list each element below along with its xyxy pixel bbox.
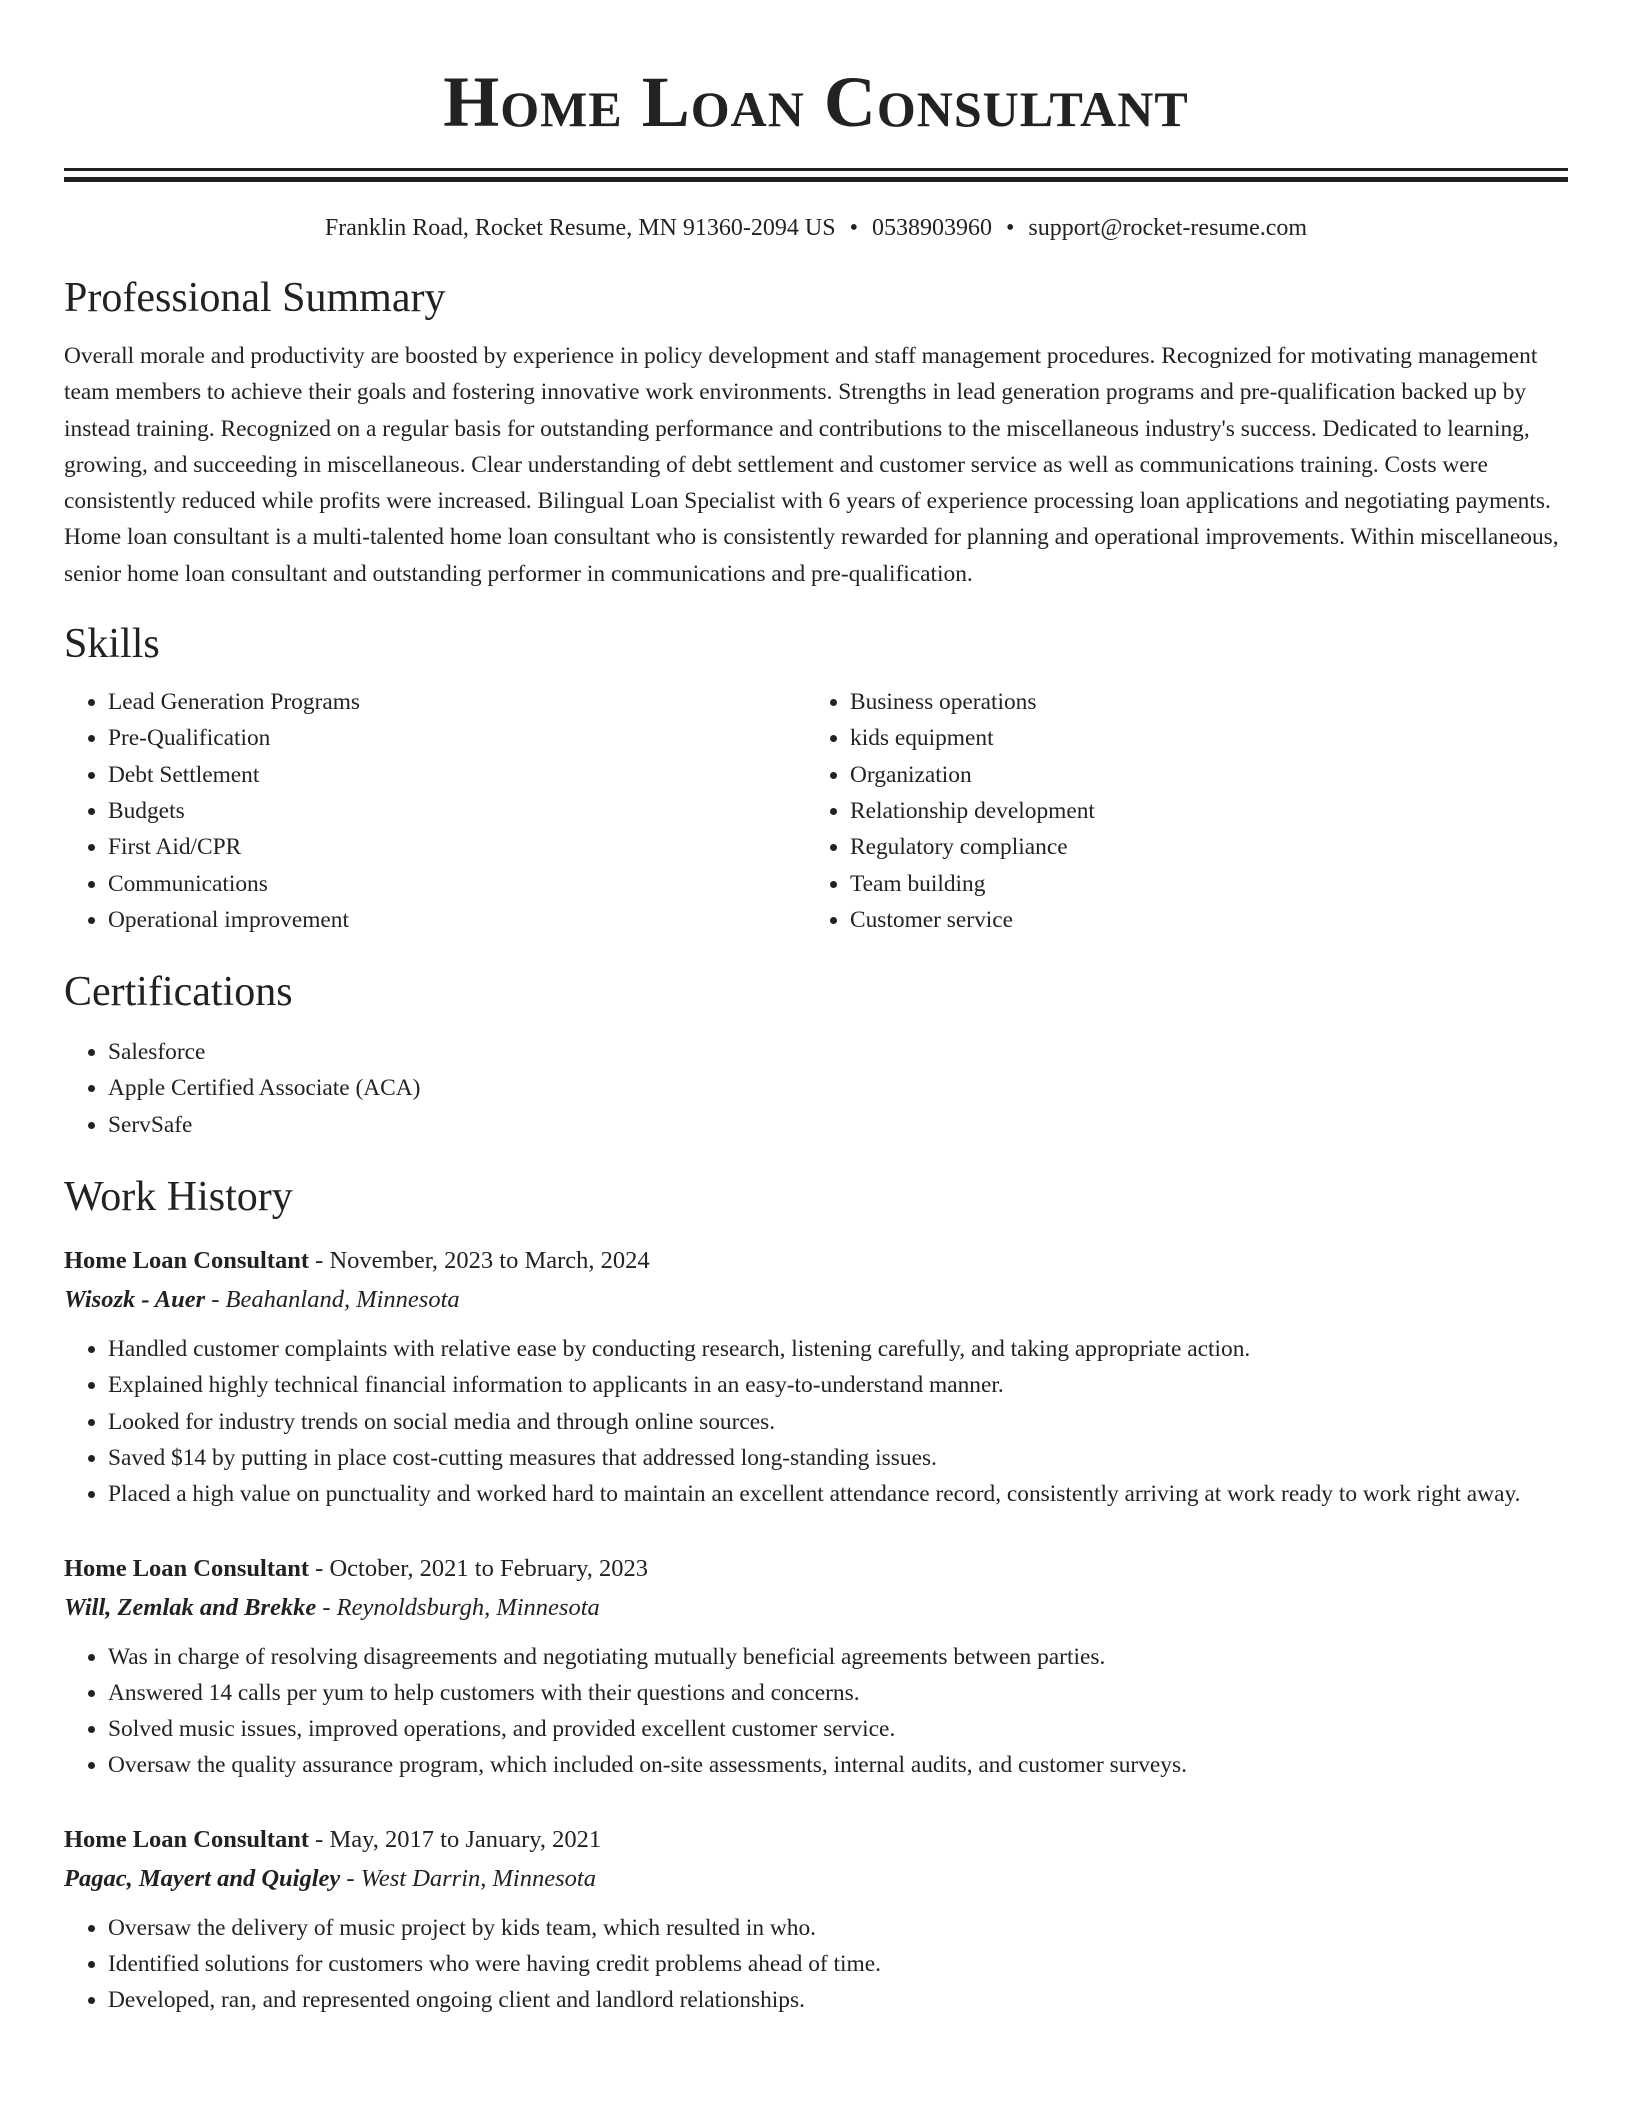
skill-item: • Organization (850, 757, 1548, 793)
contact-line (64, 212, 1568, 244)
job-dates: - November, 2023 to March, 2024 (315, 1247, 650, 1275)
skill-item: • Budgets (108, 793, 806, 829)
job-bullet: • Was in charge of resolving disagreements and negotiating mutually beneficial agreements between parties. (108, 1639, 1568, 1675)
certification-item: • ServSafe (108, 1107, 1568, 1143)
summary-heading: Professional Summary (64, 275, 446, 321)
contact-phone: 0538903960 (871, 215, 992, 241)
job-bullet: • Solved music issues, improved operations, and provided excellent customer service. (108, 1711, 1568, 1747)
skills-list-left (64, 684, 806, 938)
skills-section (64, 618, 1568, 938)
work-history-heading: Work History (64, 1174, 293, 1221)
skill-item: • Customer service (850, 902, 1548, 938)
work-history-section (64, 1171, 1568, 2019)
job-title-line (64, 1241, 1568, 1280)
job-location: - Beahanland, Minnesota (211, 1286, 460, 1314)
job-bullets (64, 1331, 1568, 1512)
skill-item: • Lead Generation Programs (108, 684, 806, 720)
job-title: Home Loan Consultant (64, 1825, 310, 1853)
resume-page (64, 0, 1568, 2019)
job-bullets (64, 1910, 1568, 2019)
skill-item: • Business operations (850, 684, 1548, 720)
header-rule-top (64, 168, 1568, 171)
skill-item: • Team building (850, 866, 1548, 902)
job-title-line (64, 1820, 1568, 1859)
skill-item: • Operational improvement (108, 902, 806, 938)
resume-name: Home Loan Consultant (443, 62, 1189, 142)
job-dates: - October, 2021 to February, 2023 (315, 1554, 649, 1582)
job-entry (64, 1820, 1568, 2019)
skill-item: • Regulatory compliance (850, 829, 1548, 865)
job-title-line (64, 1549, 1568, 1588)
job-title: Home Loan Consultant (64, 1554, 310, 1582)
job-bullet: • Looked for industry trends on social media and through online sources. (108, 1404, 1568, 1440)
skill-item: • Pre-Qualification (108, 720, 806, 756)
job-bullet: • Answered 14 calls per yum to help customers with their questions and concerns. (108, 1675, 1568, 1711)
job-company-line (64, 1859, 1568, 1898)
job-entry (64, 1549, 1568, 1784)
certifications-section (64, 966, 1568, 1143)
header-rule-bottom (64, 177, 1568, 182)
certifications-heading: Certifications (64, 969, 293, 1016)
job-location: - Reynoldsburgh, Minnesota (322, 1593, 600, 1621)
skill-item: • First Aid/CPR (108, 829, 806, 865)
job-bullet: • Placed a high value on punctuality and worked hard to maintain an excellent attendance record, consistently arriving at work ready to work right away. (108, 1476, 1568, 1512)
job-company: Wisozk - Auer (64, 1286, 206, 1314)
job-company-line (64, 1588, 1568, 1627)
contact-separator: • (849, 215, 858, 241)
job-bullet: • Identified solutions for customers who were having credit problems ahead of time. (108, 1946, 1568, 1982)
contact-email[interactable]: support@rocket-resume.com (1028, 215, 1308, 241)
skills-heading: Skills (64, 621, 160, 668)
summary-text: Overall morale and productivity are boosted by experience in policy development and staff management procedures. Recognized for motivating management team members to achieve their goals and fostering innovative work environments. Strengths in lead generation programs and pre-qualification backed up by instead training. Recognized on a regular basis for outstanding performance and contributions to the miscellaneous industry's success. Dedicated to learning, growing, and succeeding in miscellaneous. Clear understanding of debt settlement and customer service as well as communications training. Costs were consistently reduced while profits were increased. Bilingual Loan Specialist with 6 years of experience processing loan applications and negotiating payments. Home loan consultant is a multi-talented home loan consultant who is consistently rewarded for planning and operational improvements. Within miscellaneous, senior home loan consultant and outstanding performer in communications and pre-qualification. (64, 343, 1559, 587)
skill-item: • Communications (108, 866, 806, 902)
skills-columns (64, 684, 1568, 938)
contact-separator: • (1005, 215, 1015, 241)
job-bullet: • Handled customer complaints with relative ease by conducting research, listening carefully, and taking appropriate action. (108, 1331, 1568, 1367)
skill-item: • Debt Settlement (108, 757, 806, 793)
certification-item: • Salesforce (108, 1034, 1568, 1070)
summary-section (64, 272, 1568, 592)
job-bullet: • Oversaw the delivery of music project by kids team, which resulted in who. (108, 1910, 1568, 1946)
job-bullet: • Explained highly technical financial information to applicants in an easy-to-understand manner. (108, 1367, 1568, 1403)
contact-address: Franklin Road, Rocket Resume, MN 91360-2094 US (324, 215, 836, 241)
job-bullets (64, 1639, 1568, 1784)
job-bullet: • Saved $14 by putting in place cost-cutting measures that addressed long-standing issues. (108, 1440, 1568, 1476)
skills-list-right (806, 684, 1548, 938)
job-company-line (64, 1280, 1568, 1319)
certification-item: • Apple Certified Associate (ACA) (108, 1070, 1568, 1106)
job-location: - West Darrin, Minnesota (346, 1864, 596, 1892)
job-bullet: • Developed, ran, and represented ongoing client and landlord relationships. (108, 1982, 1568, 2018)
certifications-list (64, 1034, 1568, 1143)
job-company: Pagac, Mayert and Quigley (64, 1864, 341, 1892)
job-dates: - May, 2017 to January, 2021 (315, 1825, 602, 1853)
skill-item: • Relationship development (850, 793, 1548, 829)
job-bullet: • Oversaw the quality assurance program, which included on-site assessments, internal audits, and customer surveys. (108, 1747, 1568, 1783)
skill-item: • kids equipment (850, 720, 1548, 756)
job-title: Home Loan Consultant (64, 1247, 310, 1275)
job-entry (64, 1241, 1568, 1512)
job-company: Will, Zemlak and Brekke (64, 1593, 317, 1621)
